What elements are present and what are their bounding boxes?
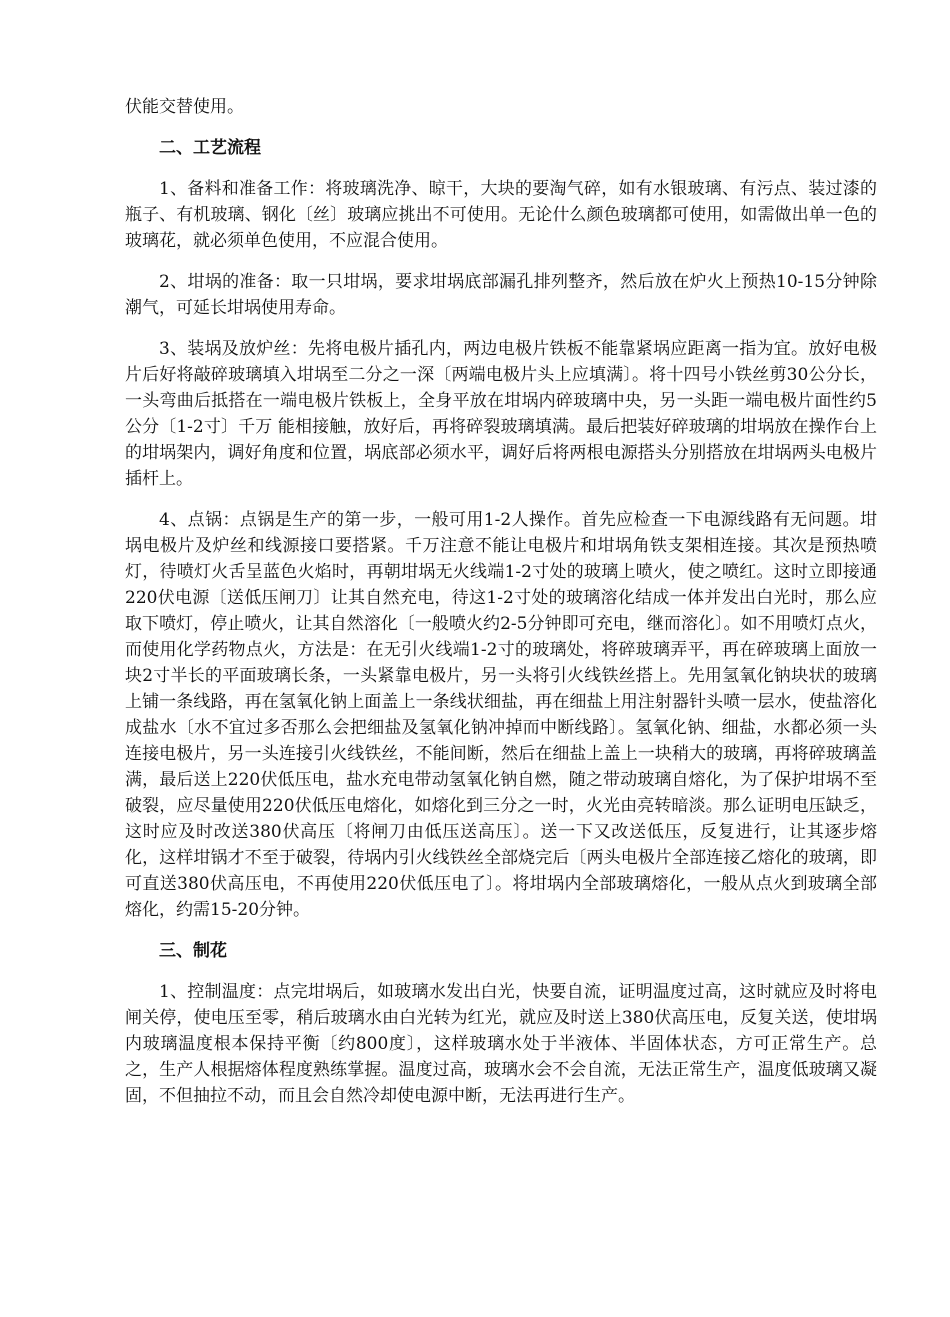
paragraph-temperature-control: 1、控制温度：点完坩埚后，如玻璃水发出白光，快要自流，证明温度过高，这时就应及时将电闸关停，使电压至零，稍后玻璃水由白光转为红光，就应及时送上380伏高压电，反复关送，使坩埚内玻璃温度根本保持平衡〔约800度〕，这样玻璃水处于半液体、半固体状态，方可正常生产。总之，生产人根据熔体程度熟练掌握。温度过高，玻璃水会不会自流，无法正常生产，温度低玻璃又凝固，不但抽拉不动，而且会自然冷却使电源中断，无法再进行生产。 — [125, 982, 877, 1106]
paragraph-preparation: 1、备料和准备工作：将玻璃洗净、晾干，大块的要淘气碎，如有水银玻璃、有污点、装过漆的瓶子、有机玻璃、钢化〔丝〕玻璃应挑出不可使用。无论什么颜色玻璃都可使用，如需做出单一色的玻璃花，就必须单色使用，不应混合使用。 — [125, 179, 877, 251]
section-heading-flower-making: 三、制花 — [159, 941, 227, 961]
paragraph-ignition: 4、点锅：点锅是生产的第一步，一般可用1-2人操作。首先应检查一下电源线路有无问题。坩埚电极片及炉丝和线源接口要搭紧。千万注意不能让电极片和坩埚角铁支架相连接。其次是预热喷灯，待喷灯火舌呈蓝色火焰时，再朝坩埚无火线端1-2寸处的玻璃上喷火，使之喷红。这时立即接通220伏电源〔送低压闸刀〕让其自然充电，待这1-2寸处的玻璃溶化结成一体并发出白光时，那么应取下喷灯，停止喷火，让其自然溶化〔一般喷火约2-5分钟即可充电，继而溶化〕。如不用喷灯点火，而使用化学药物点火，方法是：在无引火线端1-2寸的玻璃处，将碎玻璃弄平，再在碎玻璃上面放一块2寸半长的平面玻璃长条，一头紧靠电极片，另一头将引火线铁丝搭上。先用氢氧化钠块状的玻璃上铺一条线路，再在氢氧化钠上面盖上一条线状细盐，再在细盐上用注射器针头喷一层水，使盐溶化成盐水〔水不宜过多否那么会把细盐及氢氧化钠冲掉而中断线路〕。氢氧化钠、细盐，水都必须一头连接电极片，另一头连接引火线铁丝，不能间断，然后在细盐上盖上一块稍大的玻璃，再将碎玻璃盖满，最后送上220伏低压电，盐水充电带动氢氧化钠自燃，随之带动玻璃自熔化，为了保护坩埚不至破裂，应尽量使用220伏低压电熔化，如熔化到三分之一时，火光由亮转暗淡。那么证明电压缺乏，这时应及时改送380伏高压〔将闸刀由低压送高压〕。送一下又改送低压，反复进行，让其逐步熔化，这样坩锅才不至于破裂，待埚内引火线铁丝全部烧完后〔两头电极片全部连接乙熔化的玻璃，即可直送380伏高压电，不再使用220伏低压电了〕。将坩埚内全部玻璃熔化，一般从点火到玻璃全部熔化，约需15-20分钟。 — [125, 510, 877, 920]
section-heading-process: 二、工艺流程 — [159, 138, 261, 158]
paragraph-crucible-prep: 2、坩埚的准备：取一只坩埚，要求坩埚底部漏孔排列整齐，然后放在炉火上预热10-15分钟除潮气，可延长坩埚使用寿命。 — [125, 272, 877, 318]
continuation-paragraph: 伏能交替使用。 — [125, 97, 244, 117]
document-page — [125, 94, 877, 1124]
paragraph-loading: 3、装埚及放炉丝：先将电极片插孔内，两边电极片铁板不能靠紧埚应距离一指为宜。放好电极片后好将敲碎玻璃填入坩埚至二分之一深〔两端电极片头上应填满〕。将十四号小铁丝剪30公分长，一头弯曲后抵搭在一端电极片铁板上，全身平放在坩埚内碎玻璃中央，另一头距一端电极片面性约5公分〔1-2寸〕千万 能相接触，放好后，再将碎裂玻璃填满。最后把装好碎玻璃的坩埚放在操作台上的坩埚架内，调好角度和位置，埚底部必须水平，调好后将两根电源搭头分别搭放在坩埚两头电极片插杆上。 — [125, 339, 877, 489]
